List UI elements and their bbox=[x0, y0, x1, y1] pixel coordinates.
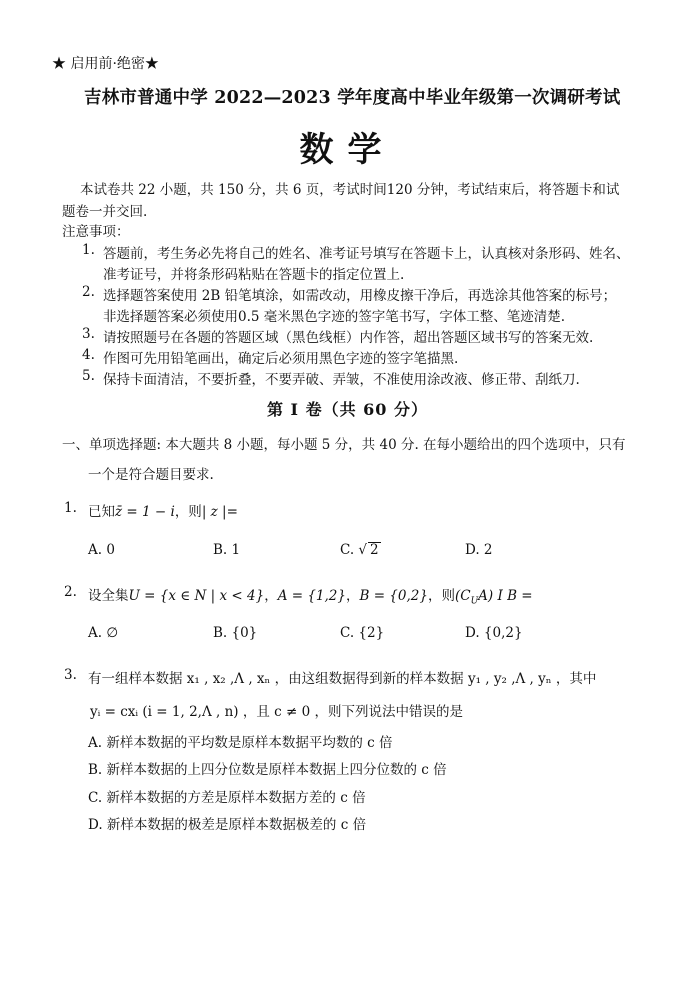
question-2-ask: (C bbox=[454, 588, 471, 604]
question-2-mid: ，则 bbox=[427, 588, 455, 604]
notice-item-text: 请按照题号在各题的答题区域（黑色线框）内作答，超出答题区域书写的答案无效. bbox=[103, 330, 594, 346]
question-1-condition: z̄ = 1 − i bbox=[115, 504, 175, 520]
question-3-number: 3. bbox=[64, 667, 77, 683]
question-3-option-b: B. 新样本数据的上四分位数是原样本数据上四分位数的 c 倍 bbox=[88, 762, 447, 778]
question-2-sep: ， bbox=[264, 588, 278, 604]
question-1-option-c-label: C. bbox=[340, 542, 355, 558]
section-instructions-line-1: 一、单项选择题: 本大题共 8 小题，每小题 5 分，共 40 分. 在每小题给出的四个选项中，只有 bbox=[62, 437, 626, 453]
part-heading: 第 I 卷（共 60 分） bbox=[266, 400, 429, 419]
question-1-option-b: B. 1 bbox=[213, 542, 241, 558]
intro-line-1: 本试卷共 22 小题，共 150 分，共 6 页，考试时间120 分钟，考试结束后，将答题卡和试 bbox=[80, 182, 620, 198]
question-2-ask-sub: U bbox=[470, 596, 479, 607]
notice-item-text: 保持卡面清洁，不要折叠，不要弄破、弄皱，不准使用涂改液、修正带、刮纸刀. bbox=[103, 372, 580, 388]
question-1-number: 1. bbox=[64, 500, 77, 516]
notice-item-text: 选择题答案使用 2B 铅笔填涂，如需改动，用橡皮擦干净后，再选涂其他答案的标号； bbox=[103, 288, 617, 304]
question-1-mid: ，则 bbox=[174, 504, 202, 520]
question-2-universal-set: U = {x ∈ N | x < 4} bbox=[128, 588, 265, 604]
notice-item-text: 非选择题答案必须使用0.5 毫米黑色字迹的签字笔书写，字体工整、笔迹清楚. bbox=[103, 309, 566, 325]
notice-item-number: 5. bbox=[82, 368, 95, 384]
question-2-number: 2. bbox=[64, 584, 77, 600]
intro-line-2: 题卷一并交回. bbox=[62, 204, 148, 220]
question-2-set-b: B = {0,2} bbox=[359, 588, 428, 604]
notice-item-text: 准考证号，并将条形码粘贴在答题卡的指定位置上. bbox=[103, 267, 405, 283]
question-1-option-d: D. 2 bbox=[465, 542, 493, 558]
question-3-stem-line-2: yᵢ = cxᵢ (i = 1, 2,Λ , n) ，且 c ≠ 0 ，则下列说法中错误的是 bbox=[90, 704, 463, 720]
section-instructions-line-2: 一个是符合题目要求. bbox=[88, 467, 214, 483]
question-2-option-c: C. {2} bbox=[340, 625, 385, 641]
notice-item-number: 2. bbox=[82, 284, 95, 300]
question-2-stem bbox=[88, 584, 533, 607]
question-2-ask-rest: A) I B = bbox=[478, 588, 533, 604]
question-3-option-d: D. 新样本数据的极差是原样本数据极差的 c 倍 bbox=[88, 817, 367, 833]
notice-item-number: 4. bbox=[82, 347, 95, 363]
confidential-label: ★ 启用前·绝密★ bbox=[52, 56, 159, 72]
question-2-option-a: A. ∅ bbox=[88, 625, 119, 641]
question-2-option-b: B. {0} bbox=[213, 625, 258, 641]
question-2-pre: 设全集 bbox=[88, 588, 129, 604]
question-1-option-c-sqrt: 2 bbox=[370, 542, 379, 558]
question-2-option-d: D. {0,2} bbox=[465, 625, 523, 641]
question-2-set-a: A = {1,2} bbox=[277, 588, 346, 604]
question-1-stem bbox=[88, 500, 238, 520]
question-1-option-c: C. √ 2 bbox=[340, 542, 379, 558]
question-1-ask: | z |= bbox=[201, 504, 238, 520]
notice-item-text: 作图可先用铅笔画出，确定后必须用黑色字迹的签字笔描黑. bbox=[103, 351, 459, 367]
question-3-stem-line-1: 有一组样本数据 x₁ , x₂ ,Λ , xₙ ，由这组数据得到新的样本数据 y₁ , y₂ ,Λ , yₙ ，其中 bbox=[88, 671, 597, 687]
notice-title: 注意事项： bbox=[62, 224, 130, 240]
question-1-pre: 已知 bbox=[88, 504, 115, 520]
notice-item-number: 3. bbox=[82, 326, 95, 342]
question-3-option-c: C. 新样本数据的方差是原样本数据方差的 c 倍 bbox=[88, 790, 366, 806]
notice-item-number: 1. bbox=[82, 242, 95, 258]
question-3-option-a: A. 新样本数据的平均数是原样本数据平均数的 c 倍 bbox=[88, 735, 393, 751]
subject-title: 数学 bbox=[299, 130, 396, 170]
question-1-option-a: A. 0 bbox=[88, 542, 115, 558]
question-2-sep: ， bbox=[345, 588, 360, 604]
exam-title: 吉林市普通中学 2022—2023 学年度高中毕业年级第一次调研考试 bbox=[84, 88, 621, 108]
notice-item-text: 答题前，考生务必先将自己的姓名、准考证号填写在答题卡上，认真核对条形码、姓名、 bbox=[103, 246, 630, 262]
